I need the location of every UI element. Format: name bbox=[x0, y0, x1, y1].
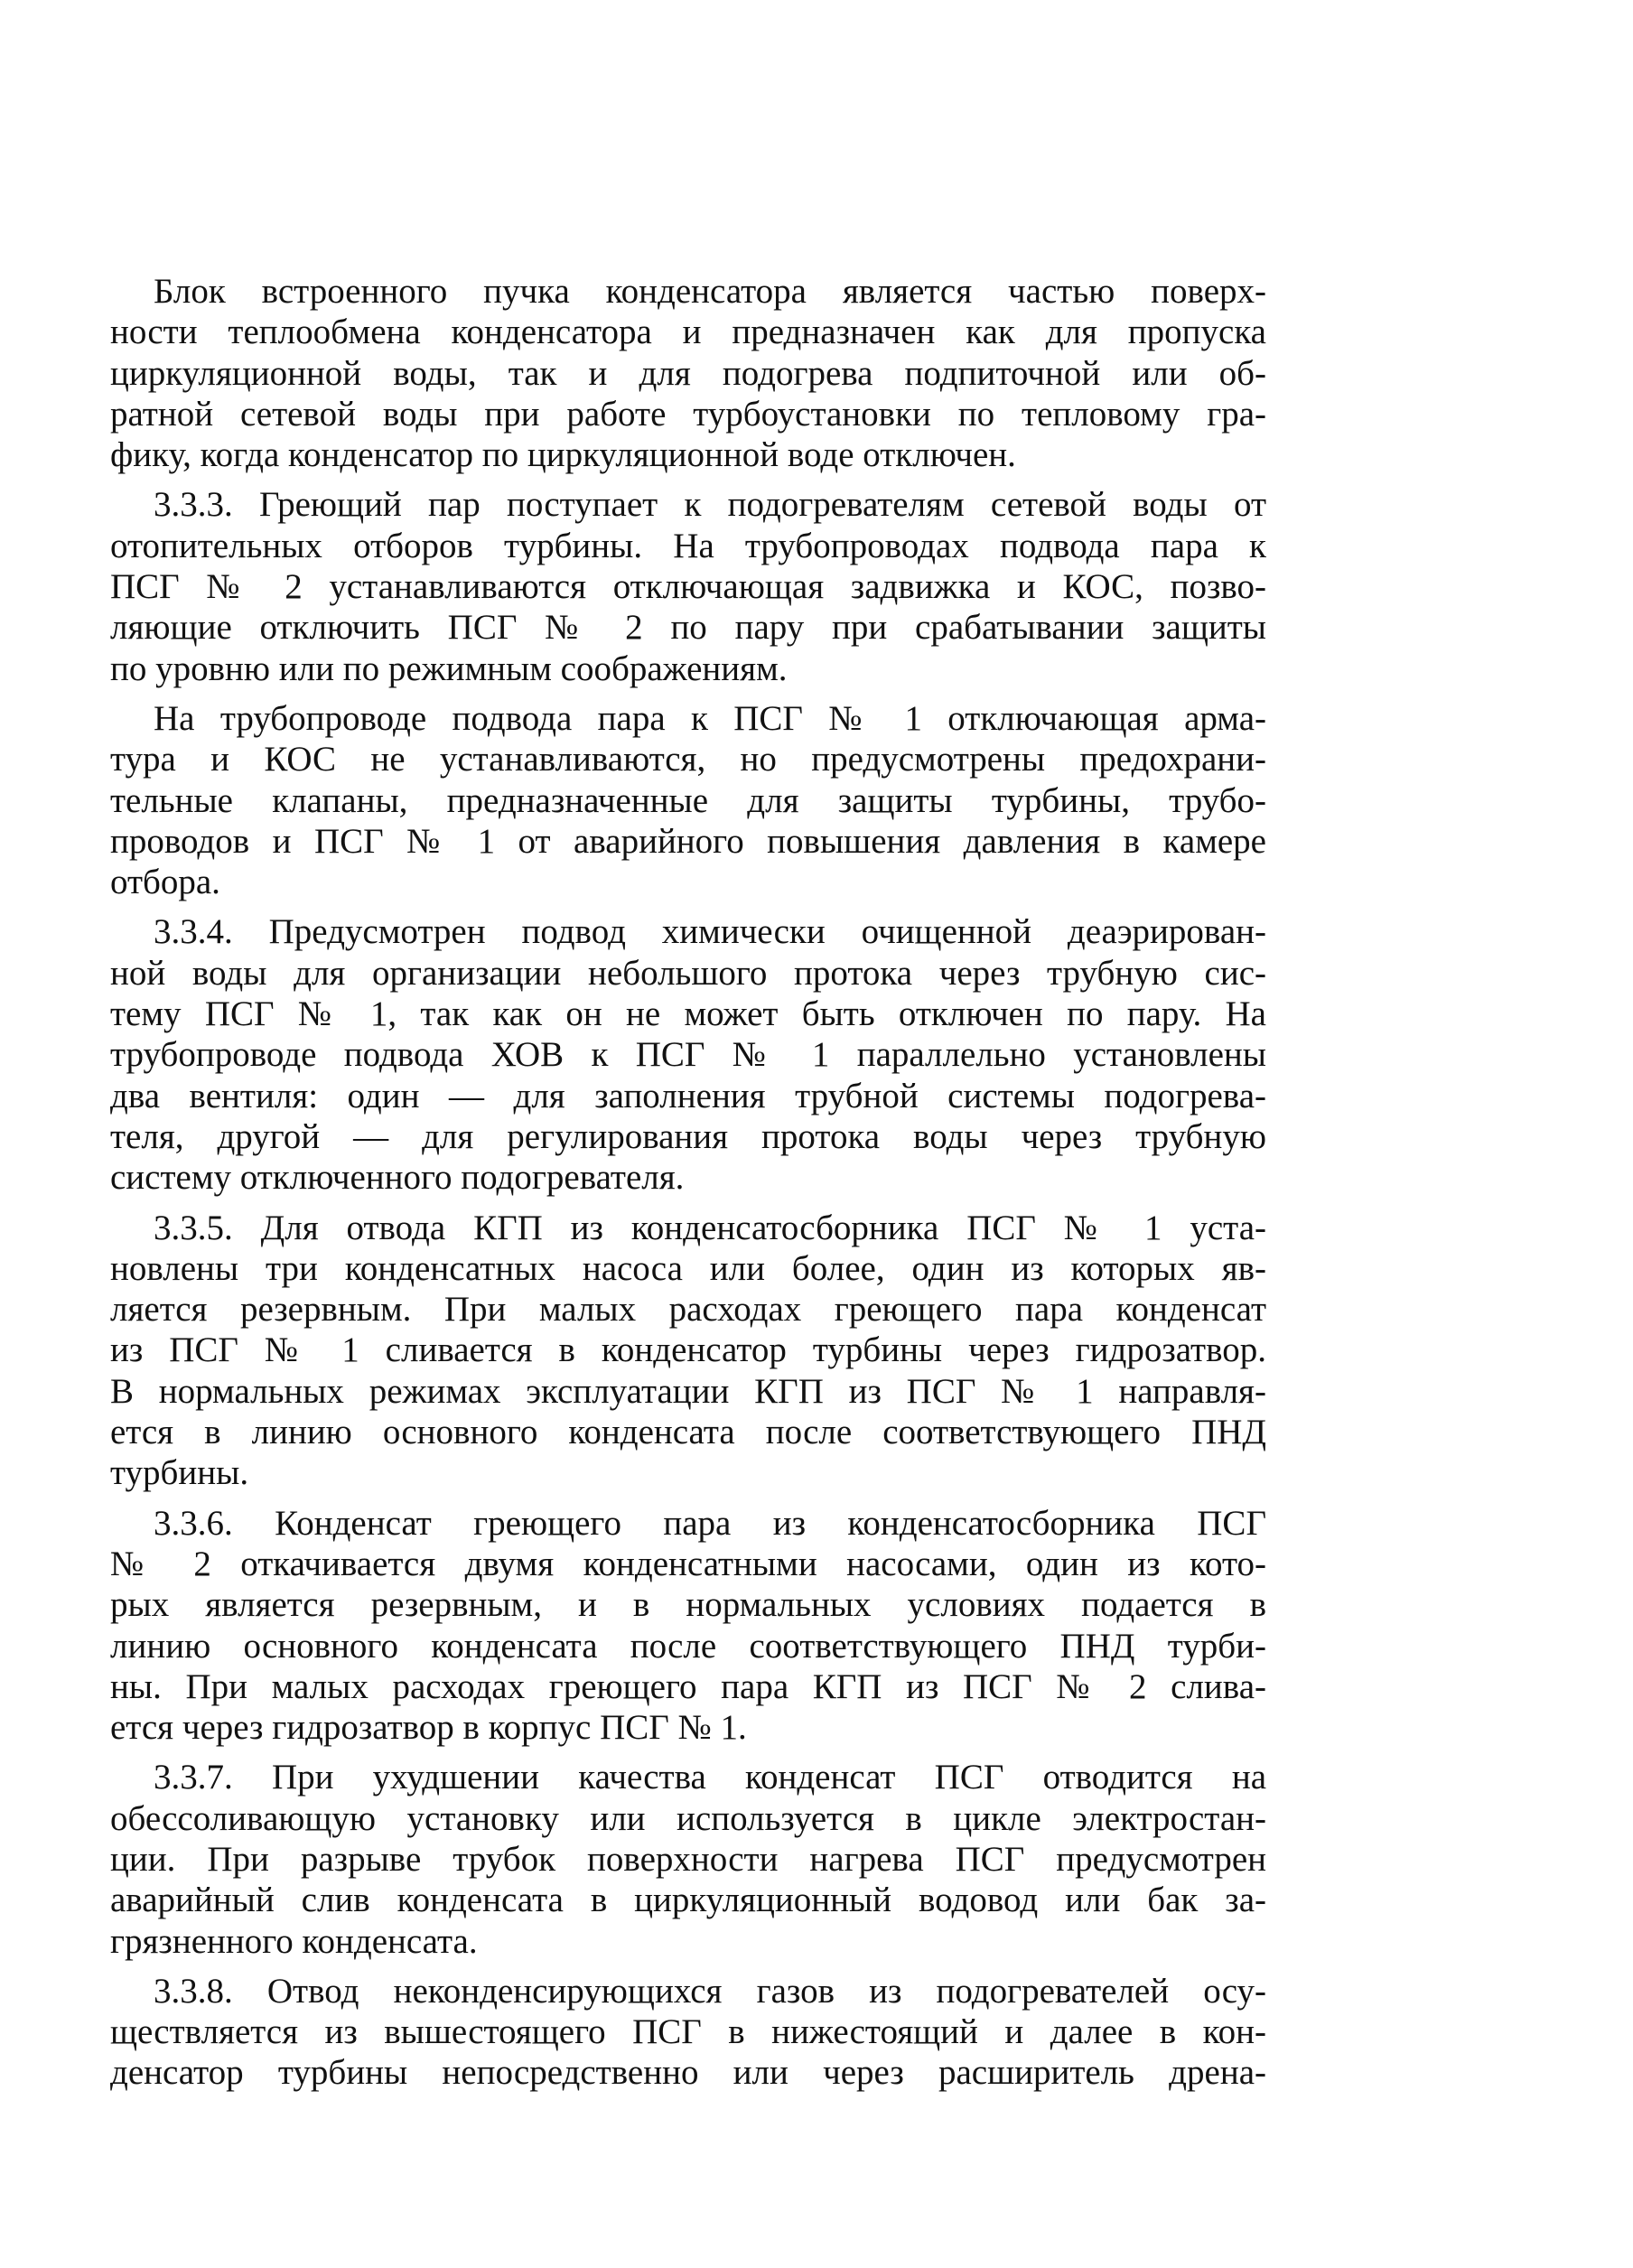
paragraph-3-3-6 bbox=[110, 1503, 1266, 1749]
paragraph-3-3-8 bbox=[110, 1971, 1266, 2094]
text-line: рых является резервным, и в нормальных условиях подается в bbox=[110, 1585, 1266, 1625]
text-line: 3.3.4. Предусмотрен подвод химически очищенной деаэрирован- bbox=[154, 912, 1266, 952]
text-line: аварийный слив конденсата в циркуляционный водовод или бак за- bbox=[110, 1881, 1266, 1920]
text-line: ется в линию основного конденсата после соответствующего ПНД bbox=[110, 1413, 1266, 1452]
text-line: тему ПСГ № 1, так как он не может быть отключен по пару. На bbox=[110, 994, 1266, 1034]
text-line: ратной сетевой воды при работе турбоустановки по тепловому гра- bbox=[110, 394, 1266, 434]
paragraph-3-3-7 bbox=[110, 1757, 1266, 1961]
text-line: ПСГ № 2 устанавливаются отключающая задвижка и КОС, позво- bbox=[110, 567, 1266, 607]
text-line: систему отключенного подогревателя. bbox=[110, 1158, 685, 1198]
text-line: ляющие отключить ПСГ № 2 по пару при срабатывании защиты bbox=[110, 608, 1266, 648]
paragraph-3-3-4 bbox=[110, 911, 1266, 1198]
text-line: фику, когда конденсатор по циркуляционной воде отключен. bbox=[110, 435, 1016, 475]
paragraph-3-3-3 bbox=[110, 484, 1266, 688]
text-line: 3.3.3. Греющий пар поступает к подогревателям сетевой воды от bbox=[154, 485, 1266, 525]
text-line: из ПСГ № 1 сливается в конденсатор турбины через гидрозатвор. bbox=[110, 1330, 1266, 1370]
text-line: ляется резервным. При малых расходах греющего пара конденсат bbox=[110, 1290, 1266, 1330]
text-line: линию основного конденсата после соответствующего ПНД турби- bbox=[110, 1626, 1266, 1666]
text-line: новлены три конденсатных насоса или более, один из которых яв- bbox=[110, 1248, 1266, 1288]
text-line: теля, другой — для регулирования протока воды через трубную bbox=[110, 1116, 1266, 1156]
text-line: В нормальных режимах эксплуатации КГП из ПСГ № 1 направля- bbox=[110, 1371, 1266, 1411]
text-line: 3.3.7. При ухудшении качества конденсат ПСГ отводится на bbox=[154, 1758, 1266, 1797]
text-line: отопительных отборов турбины. На трубопроводах подвода пара к bbox=[110, 526, 1266, 565]
text-line: по уровню или по режимным соображениям. bbox=[110, 649, 788, 688]
text-line: турбины. bbox=[110, 1453, 249, 1493]
paragraph-3-3-3-b bbox=[110, 698, 1266, 902]
paragraph-3-3-5 bbox=[110, 1208, 1266, 1494]
text-line: ны. При малых расходах греющего пара КГП из ПСГ № 2 слива- bbox=[110, 1666, 1266, 1706]
text-line: ществляется из вышестоящего ПСГ в нижестоящий и далее в кон- bbox=[110, 2012, 1266, 2052]
text-line: трубопроводе подвода ХОВ к ПСГ № 1 параллельно установлены bbox=[110, 1035, 1266, 1075]
text-line: ется через гидрозатвор в корпус ПСГ № 1. bbox=[110, 1708, 747, 1748]
text-line: тура и КОС не устанавливаются, но предусмотрены предохрани- bbox=[110, 740, 1266, 779]
text-line: № 2 откачивается двумя конденсатными насосами, один из кото- bbox=[110, 1544, 1266, 1583]
text-line: два вентиля: один — для заполнения трубной системы подогрева- bbox=[110, 1076, 1266, 1115]
document-page bbox=[110, 271, 1266, 2094]
text-line: обессоливающую установку или используется в цикле электростан- bbox=[110, 1798, 1266, 1838]
text-line: проводов и ПСГ № 1 от аварийного повышения давления в камере bbox=[110, 821, 1266, 861]
text-line: тельные клапаны, предназначенные для защиты турбины, трубо- bbox=[110, 780, 1266, 820]
text-line: отбора. bbox=[110, 863, 220, 902]
text-line: 3.3.5. Для отвода КГП из конденсатосборника ПСГ № 1 уста- bbox=[154, 1208, 1266, 1247]
text-line: ции. При разрыве трубок поверхности нагрева ПСГ предусмотрен bbox=[110, 1839, 1266, 1879]
paragraph-intro bbox=[110, 271, 1266, 475]
text-line: денсатор турбины непосредственно или через расширитель дрена- bbox=[110, 2053, 1266, 2093]
text-line: циркуляционной воды, так и для подогрева подпиточной или об- bbox=[110, 353, 1266, 393]
text-line: 3.3.6. Конденсат греющего пара из конденсатосборника ПСГ bbox=[154, 1503, 1266, 1543]
text-line: На трубопроводе подвода пара к ПСГ № 1 отключающая арма- bbox=[154, 698, 1266, 738]
text-line: ной воды для организации небольшого протока через трубную сис- bbox=[110, 953, 1266, 993]
text-line: Блок встроенного пучка конденсатора является частью поверх- bbox=[154, 272, 1266, 311]
text-line: грязненного конденсата. bbox=[110, 1921, 478, 1961]
text-line: 3.3.8. Отвод неконденсирующихся газов из подогревателей осу- bbox=[154, 1971, 1266, 2011]
text-line: ности теплообмена конденсатора и предназначен как для пропуска bbox=[110, 313, 1266, 352]
